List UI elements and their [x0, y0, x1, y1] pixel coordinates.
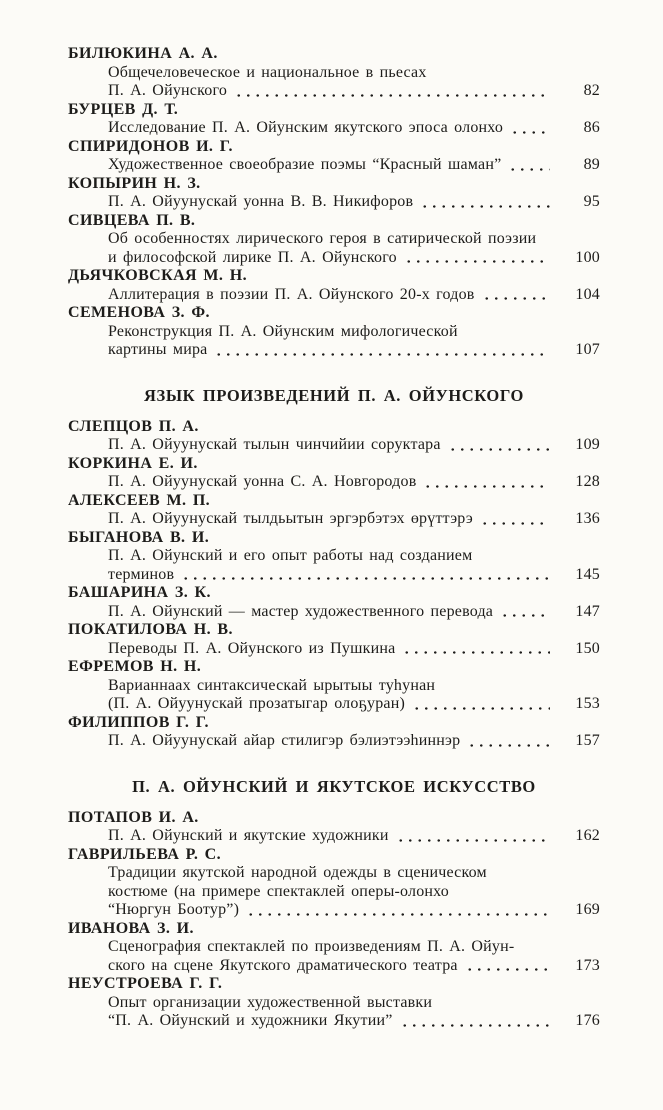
entry-author: ПОКАТИЛОВА Н. В.: [68, 621, 233, 638]
dot-leader: [508, 156, 550, 175]
toc-entry: [68, 714, 600, 751]
entry-author: ГАВРИЛЬЕВА Р. С.: [68, 845, 222, 863]
entry-page-number: 86: [583, 119, 600, 136]
toc-entry: [68, 45, 600, 101]
entry-final-line: [68, 566, 600, 585]
entry-title-line: Об особенностях лирического героя в сатирической поэзии: [108, 230, 537, 247]
entry-author: БЫГАНОВА В. И.: [68, 528, 210, 546]
entry-page-number: 157: [575, 732, 600, 749]
entry-page-number: 176: [575, 1012, 600, 1029]
toc-entry: [68, 267, 600, 304]
entry-final-line: [68, 510, 600, 529]
dot-leader: [234, 82, 550, 101]
entry-author: КОРКИНА Е. И.: [68, 454, 198, 472]
dot-leader: [404, 249, 550, 268]
dot-leader: [246, 901, 550, 920]
entry-title-text: П. А. Ойуунускай уонна С. А. Новгородов: [108, 473, 417, 490]
entry-final-line: [68, 695, 600, 714]
entry-author: ПОТАПОВ И. А.: [68, 808, 199, 826]
entry-title-line: Опыт организации художественной выставки: [108, 993, 433, 1011]
toc-entry: [68, 101, 600, 138]
dot-leader: [396, 827, 550, 846]
entry-final-line: [68, 436, 600, 455]
entry-title-text: Аллитерация в поэзии П. А. Ойунского 20-х годов: [108, 285, 475, 303]
entry-page-number: 104: [575, 285, 600, 303]
dot-leader: [412, 695, 550, 714]
table-of-contents: [68, 45, 600, 1031]
dot-leader: [214, 341, 550, 360]
entry-page-number: 100: [575, 248, 600, 266]
entry-title-text: “Нюргун Боотур”): [108, 901, 240, 918]
entry-title-text: терминов: [108, 565, 175, 583]
dot-leader: [465, 957, 550, 976]
entry-page-number: 145: [575, 565, 600, 583]
entry-page-number: 107: [575, 341, 600, 358]
entry-final-line: [68, 1012, 600, 1031]
entry-page-number: 136: [575, 510, 600, 527]
entry-title-text: и философской лирике П. А. Ойунского: [108, 248, 397, 266]
entry-final-line: [68, 640, 600, 659]
entry-page-number: 162: [575, 827, 600, 844]
toc-entry: [68, 492, 600, 529]
entry-final-line: [68, 249, 600, 268]
entry-title-text: П. А. Ойуунускай тылдьытын эргэрбэтэх өрүттэрэ: [108, 510, 473, 527]
entry-page-number: 173: [575, 956, 600, 974]
entry-page-number: 153: [575, 695, 600, 712]
entry-final-line: [68, 957, 600, 976]
toc-entry: [68, 175, 600, 212]
entry-page-number: 169: [575, 901, 600, 918]
toc-entry: [68, 809, 600, 846]
toc-entry: [68, 138, 600, 175]
toc-entry: [68, 529, 600, 585]
toc-entry: [68, 621, 600, 658]
dot-leader: [510, 119, 550, 138]
entry-title-text: “П. А. Ойунский и художники Якутии”: [108, 1012, 393, 1029]
entry-author: СЛЕПЦОВ П. А.: [68, 417, 199, 435]
dot-leader: [423, 473, 550, 492]
entry-title-line: П. А. Ойунский и его опыт работы над созданием: [108, 547, 473, 564]
entry-author: БИЛЮКИНА А. А.: [68, 45, 218, 62]
entry-title-text: П. А. Ойуунускай тылын чинчийии соруктара: [108, 436, 441, 453]
entry-final-line: [68, 901, 600, 920]
toc-section: [68, 386, 600, 751]
entry-author: ФИЛИППОВ Г. Г.: [68, 713, 209, 731]
entry-title-line: костюме (на примере спектаклей оперы-олонхо: [108, 882, 449, 900]
entry-final-line: [68, 82, 600, 101]
entry-final-line: [68, 827, 600, 846]
entry-title-text: П. А. Ойуунускай уонна В. В. Никифоров: [108, 193, 414, 210]
dot-leader: [402, 640, 550, 659]
entry-author: СИВЦЕВА П. В.: [68, 211, 196, 229]
entry-title-text: Переводы П. А. Ойунского из Пушкина: [108, 639, 396, 657]
entry-title-text: Художественное своеобразие поэмы “Красный шаман”: [108, 156, 502, 173]
toc-section: [68, 777, 600, 1031]
entry-title-text: (П. А. Ойуунускай прозатыгар олоҕуран): [108, 695, 405, 712]
entry-title-text: картины мира: [108, 341, 208, 358]
entry-author: БУРЦЕВ Д. Т.: [68, 100, 179, 118]
entry-page-number: 95: [583, 193, 600, 210]
entry-final-line: [68, 732, 600, 751]
section-heading: ЯЗЫК ПРОИЗВЕДЕНИЙ П. А. ОЙУНСКОГО: [144, 385, 524, 405]
entry-final-line: [68, 286, 600, 305]
toc-entry: [68, 846, 600, 920]
section-heading: П. А. ОЙУНСКИЙ И ЯКУТСКОЕ ИСКУССТВО: [132, 776, 536, 796]
dot-leader: [181, 566, 550, 585]
toc-entry: [68, 584, 600, 621]
toc-entry: [68, 212, 600, 268]
toc-entry: [68, 418, 600, 455]
entry-page-number: 128: [575, 473, 600, 490]
toc-entry: [68, 975, 600, 1031]
entry-author: СЕМЕНОВА З. Ф.: [68, 304, 210, 321]
dot-leader: [480, 510, 550, 529]
entry-page-number: 147: [575, 602, 600, 620]
entry-title-text: П. А. Ойунского: [108, 82, 228, 99]
entry-page-number: 109: [575, 436, 600, 453]
entry-final-line: [68, 119, 600, 138]
entry-author: АЛЕКСЕЕВ М. П.: [68, 491, 211, 509]
toc-section: [68, 45, 600, 360]
entry-author: ДЬЯЧКОВСКАЯ М. Н.: [68, 267, 247, 284]
entry-title-text: ского на сцене Якутского драматического театра: [108, 956, 458, 974]
dot-leader: [400, 1012, 550, 1031]
toc-entry: [68, 304, 600, 360]
entry-final-line: [68, 156, 600, 175]
entry-final-line: [68, 193, 600, 212]
entry-title-line: Традиции якутской народной одежды в сценическом: [108, 864, 487, 881]
entry-title-line: Сценография спектаклей по произведениям П. А. Ойун-: [108, 938, 515, 955]
entry-author: КОПЫРИН Н. З.: [68, 174, 201, 192]
entry-title-text: Исследование П. А. Ойунским якутского эпоса олонхо: [108, 119, 504, 136]
entry-final-line: [68, 603, 600, 622]
dot-leader: [448, 436, 550, 455]
dot-leader: [467, 732, 550, 751]
toc-entry: [68, 920, 600, 976]
entry-title-text: П. А. Ойуунускай айар стилигэр бэлиэтээһиннэр: [108, 732, 461, 749]
entry-author: СПИРИДОНОВ И. Г.: [68, 137, 233, 155]
entry-page-number: 89: [583, 156, 600, 173]
entry-author: БАШАРИНА З. К.: [68, 584, 211, 601]
dot-leader: [500, 603, 550, 622]
entry-author: НЕУСТРОЕВА Г. Г.: [68, 975, 223, 992]
dot-leader: [420, 193, 550, 212]
entry-title-text: П. А. Ойунский — мастер художественного перевода: [108, 602, 494, 620]
entry-final-line: [68, 341, 600, 360]
toc-entry: [68, 455, 600, 492]
entry-author: ИВАНОВА З. И.: [68, 919, 194, 937]
entry-page-number: 82: [583, 82, 600, 99]
entry-final-line: [68, 473, 600, 492]
entry-page-number: 150: [575, 639, 600, 657]
entry-title-line: Варианнаах синтаксическай ырытыы туһунан: [108, 676, 436, 694]
entry-title-text: П. А. Ойунский и якутские художники: [108, 827, 389, 844]
entry-author: ЕФРЕМОВ Н. Н.: [68, 658, 202, 675]
toc-entry: [68, 658, 600, 714]
entry-title-line: Реконструкция П. А. Ойунским мифологической: [108, 322, 458, 340]
dot-leader: [482, 286, 550, 305]
entry-title-line: Общечеловеческое и национальное в пьесах: [108, 63, 427, 81]
